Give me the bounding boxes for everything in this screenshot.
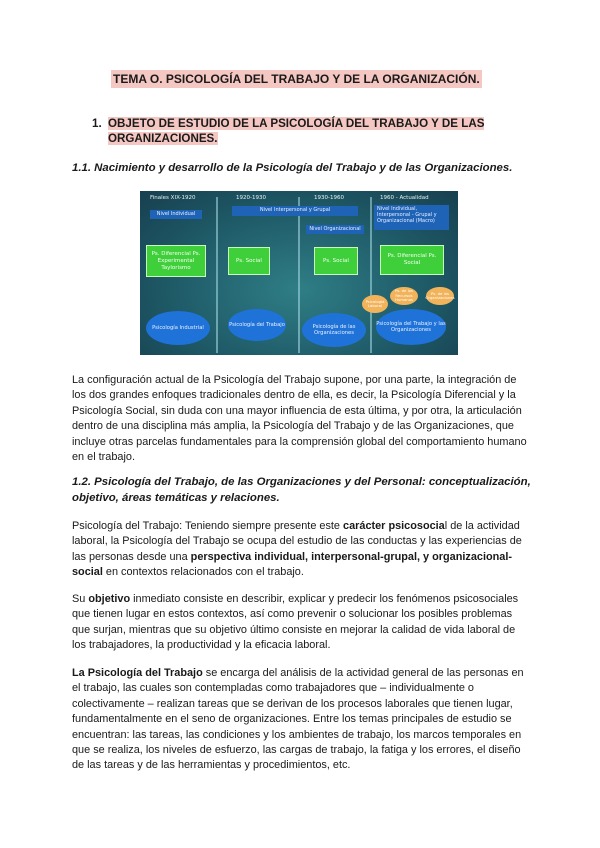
text-run: inmediato consiste en describir, explicar y predecir los fenómenos psicosociales que tienen lugar en estos contextos, así como prevenir o solucionar los posibles problemas que surjan, mientras que su objetivo último consiste en mejorar la calidad de vida laboral de los trabajadores, la productividad y la eficacia laboral. — [72, 593, 519, 652]
text-run: l de la actividad laboral, la Psicología del Trabajo se ocupa del estudio de las conductas y las experiencias de las personas desde una — [72, 520, 522, 563]
topic-bubble: Ps. de los Recursos Humanos — [390, 287, 418, 305]
bold-run: objetivo — [88, 593, 131, 605]
green-box-psychology: Ps. Social — [314, 247, 358, 275]
band-interpersonal: Nivel Interpersonal y Grupal — [232, 206, 358, 216]
history-diagram — [140, 191, 458, 355]
band-multilevel: Nivel Individual, Interpersonal - Grupal y Organizacional (Macro) — [374, 205, 449, 230]
paragraph — [72, 666, 530, 774]
discipline-ellipse: Psicología del Trabajo y las Organizaciones — [376, 309, 446, 345]
subsection-heading-1-1: 1.1. Nacimiento y desarrollo de la Psicología del Trabajo y de las Organizaciones. — [72, 162, 513, 174]
text-run: en contextos relacionados con el trabajo. — [102, 566, 304, 579]
divider-line — [370, 197, 372, 353]
section-title-line2: ORGANIZACIONES. — [108, 132, 218, 145]
green-box-psychology: Ps. Social — [228, 247, 270, 275]
band-organizacional: Nivel Organizacional — [306, 225, 364, 234]
period-label: 1930-1960 — [314, 195, 344, 201]
discipline-ellipse: Psicología Industrial — [146, 311, 210, 345]
text-run: se encarga del análisis de la actividad general de las personas en el trabajo, las cuales son contempladas como trabajadores que – individualmente o colectivamente – realizan tareas que se derivan de los procesos laborales que tienen lugar, fundamentalmente en el seno de organizaciones. Entre los temas principales de estudio se encuentran: las tareas, las condiciones y los ambientes de trabajo, los marcos temporales en que se realiza, los niveles de esfuerzo, las cargas de trabajo, la fatiga y los errores, el diseño de las tareas y de las herramientas y procedimientos, etc. — [72, 667, 524, 772]
paragraph — [72, 592, 530, 654]
discipline-ellipse: Psicología del Trabajo — [228, 309, 286, 341]
section-title-line1: OBJETO DE ESTUDIO DE LA PSICOLOGÍA DEL TRABAJO Y DE LAS — [108, 117, 485, 130]
green-box-psychology: Ps. Diferencial Ps. Social — [380, 245, 444, 275]
band-individual: Nivel Individual — [150, 210, 202, 219]
paragraph — [72, 519, 530, 581]
bold-run: carácter psicosocia — [343, 520, 445, 532]
period-label: 1920-1930 — [236, 195, 266, 201]
text-run: Su — [72, 593, 89, 605]
text-run: Psicología del Trabajo: Teniendo siempre presente este — [72, 520, 344, 532]
period-label: Finales XIX-1920 — [150, 195, 196, 201]
section-title — [108, 116, 508, 146]
paragraph: La configuración actual de la Psicología del Trabajo supone, por una parte, la integración de los dos grandes enfoques tradicionales dentro de ella, es decir, la Psicología Diferencial y la Psicología Social, sin duda con una mayor influencia de esta última, y por otra, la articulación dentro de una disciplina más amplia, la Psicología del Trabajo y de las Organizaciones, que incluye otras parcelas fundamentales para la comprensión global del comportamiento humano en el trabajo. — [72, 374, 527, 464]
bold-run: perspectiva individual, interpersonal-grupal, y organizacional-social — [72, 550, 513, 579]
bold-run: La Psicología del Trabajo — [72, 667, 203, 679]
subsection-heading-line: objetivo, áreas temáticas y relaciones. — [72, 492, 280, 504]
divider-line — [216, 197, 218, 353]
section-number: 1. — [92, 117, 102, 130]
page-title: TEMA O. PSICOLOGÍA DEL TRABAJO Y DE LA ORGANIZACIÓN. — [113, 72, 480, 86]
discipline-ellipse: Psicología de las Organizaciones — [302, 313, 366, 347]
topic-bubble: Ps. de las Organizaciones — [426, 287, 454, 305]
subsection-heading-line: 1.2. Psicología del Trabajo, de las Organizaciones y del Personal: conceptualización, — [72, 476, 531, 488]
divider-line — [298, 197, 300, 353]
topic-bubble: Psicología Laboral — [362, 295, 388, 313]
subsection-heading-1-2 — [72, 474, 532, 506]
green-box-psychology: Ps. Diferencial Ps. Experimental Taylorismo — [146, 245, 206, 277]
period-label: 1960 - Actualidad — [380, 195, 429, 201]
